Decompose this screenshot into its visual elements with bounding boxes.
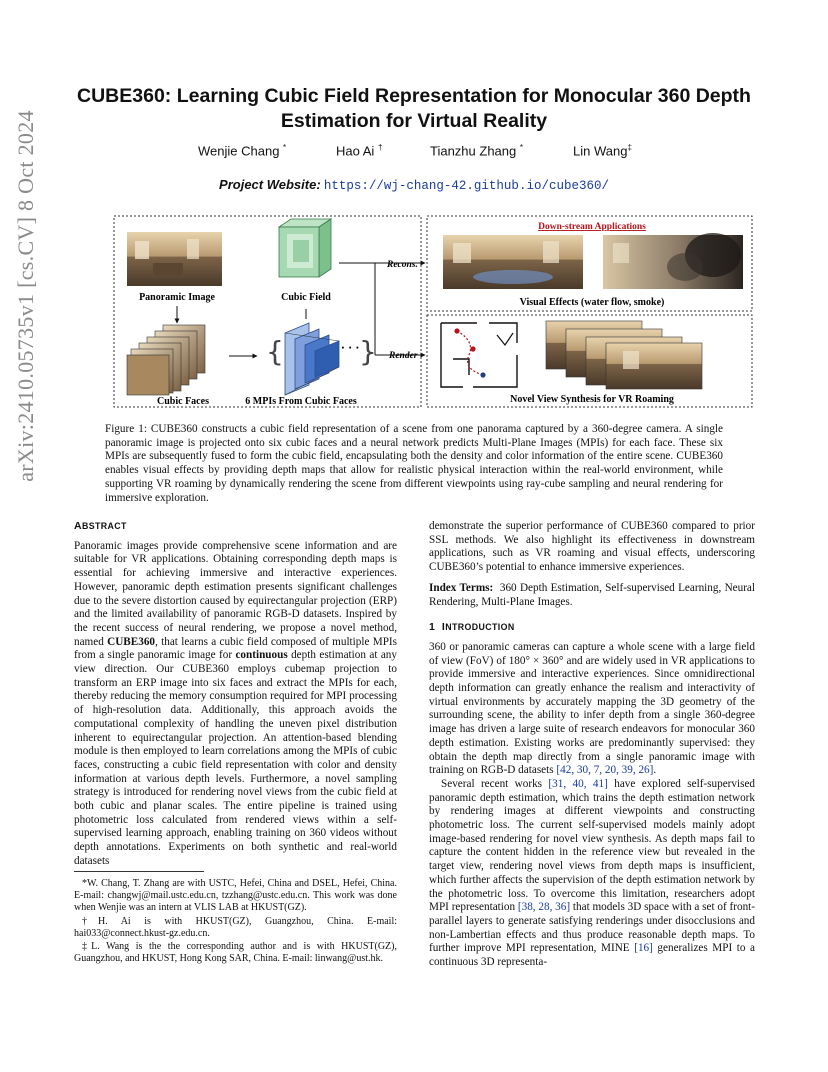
- panoramic-image-label: Panoramic Image: [139, 292, 215, 303]
- project-website-line: [0, 177, 828, 193]
- mpi-ellipsis: · · ·: [341, 343, 360, 354]
- introduction-heading: 1 INTRODUCTION: [429, 621, 515, 634]
- footnotes: [74, 871, 397, 966]
- paper-title: CUBE360: Learning Cubic Field Representation for Monocular 360 Depth Estimation for Virtual Reality: [77, 85, 751, 132]
- author-chang: Wenjie Chang *: [198, 143, 287, 159]
- index-terms: Index Terms: 360 Depth Estimation, Self-supervised Learning, Neural Rendering, Multi-Plane Images.: [429, 581, 756, 608]
- intro-paragraph-2: Several recent works [31, 40, 41] have explored self-supervised panoramic depth estimation, which trains the depth estimation network by rendering images at different viewpoints and constructing photometric loss. The current self-supervised models mainly adopt image-based rendering for novel view synthesis. As depth maps fail to capture the content hidden in the reference view but revealed in the target view, rendering novel views from depth maps is insufficient, which further affects the supervision of the depth estimation network by the photometric loss. To overcome this limitation, researchers adopt MPI representation [38, 28, 36] that models 3D space with a set of front-parallel layers to generate satisfying renderings under disocclusions and non-Lambertian effects and thus produce reasonable depth maps. To further improve MPI representation, MINE [16] generalizes MPI to a continuous 3D representa-: [429, 777, 756, 969]
- author-list: [0, 143, 828, 163]
- abstract-heading: ABSTRACT: [74, 520, 127, 532]
- panoramic-image-thumbnail: [127, 232, 222, 286]
- project-website-link[interactable]: https://wj-chang-42.github.io/cube360/: [323, 179, 609, 193]
- mpis-label: 6 MPIs From Cubic Faces: [245, 396, 357, 407]
- footnote-rule: [74, 871, 204, 872]
- water-flow-effect-image: [443, 235, 583, 289]
- right-column: [429, 520, 755, 970]
- visual-effects-label: Visual Effects (water flow, smoke): [519, 297, 665, 308]
- cubic-field-label: Cubic Field: [281, 292, 331, 303]
- footnote-chang-zhang: *W. Chang, T. Zhang are with USTC, Hefei, China and DSEL, Hefei, China. E-mail: changwj@mail.ustc.edu.cn, tzzhang@ustc.edu.cn. This work was done when Wenjie was an intern at VLIS LAB at HKUST(GZ).: [74, 878, 397, 914]
- author-wang: Lin Wang‡: [573, 143, 632, 159]
- author-ai: Hao Ai †: [336, 143, 383, 159]
- author-zhang: Tianzhu Zhang *: [430, 143, 523, 159]
- cubic-faces-label: Cubic Faces: [157, 396, 209, 407]
- abstract-continuation: demonstrate the superior performance of CUBE360 compared to prior SSL methods. We also highlight its effectiveness in downstream applications, such as VR roaming and visual effects, underscoring CUBE360’s potential to enhance immersive experiences.: [429, 520, 755, 574]
- cubic-field-cube: [279, 219, 331, 277]
- svg-text:{: {: [266, 335, 284, 368]
- arxiv-identifier-stamp: arXiv:2410.05735v1 [cs.CV] 8 Oct 2024: [13, 110, 38, 482]
- footnote-ai: †H. Ai is with HKUST(GZ), Guangzhou, China. E-mail: hai033@connect.hkust-gz.edu.cn.: [74, 915, 397, 939]
- vr-roaming-floorplan: [441, 323, 517, 387]
- project-website-label: Project Website:: [219, 177, 321, 192]
- svg-text:}: }: [359, 335, 377, 368]
- teaser-figure: [113, 215, 753, 412]
- novel-view-images-stack: [546, 321, 702, 389]
- render-label: Render: [389, 351, 418, 361]
- downstream-applications-title: Down-stream Applications: [538, 222, 646, 232]
- mpi-planes: [266, 323, 377, 395]
- left-column: [74, 520, 397, 869]
- intro-paragraph-1: 360 or panoramic cameras can capture a whole scene with a large field of view (FoV) of 180° × 360° and are widely used in VR applications to provide immersive and interactive experiences. Since omnidirectional depth information can greatly enhance the realism and interactivity of virtual environments by accurately mapping the 3D geometry of the surrounding scene, the ability to infer depth from a single 360-degree image has driven a large suite of research endeavors for monocular 360 depth estimation. Existing works are predominantly supervised: they obtain the depth map directly from a single panoramic image with training on RGB-D datasets [42, 30, 7, 20, 39, 26].: [429, 640, 755, 777]
- smoke-effect-image: [603, 233, 743, 289]
- cubic-faces-stack: [127, 325, 205, 395]
- footnote-wang: ‡L. Wang is the the corresponding author and is with HKUST(GZ), Guangzhou, and HKUST, Hong Kong SAR, China. E-mail: linwang@ust.hk.: [74, 941, 397, 965]
- figure-caption: Figure 1: CUBE360 constructs a cubic field representation of a scene from one panorama captured by a 360-degree camera. A single panoramic image is projected onto six cubic faces and a neural network predicts Multi-Plane Images (MPIs) for each face. These six MPIs are subsequently fused to form the cubic field, encapsulating both the density and color information of the entire scene. CUBE360 enables visual effects by providing depth maps that allow for realistic physical interaction within the real-world environment, while supporting VR roaming by dynamically rendering the scene from different viewpoints using ray-cube sampling and neural rendering for immersive exploration.: [105, 423, 723, 504]
- abstract-text: Panoramic images provide comprehensive scene information and are suitable for VR applications. Obtaining corresponding depth maps is essential for achieving immersive and interactive experiences. However, panoramic depth estimation presents significant challenges due to the severe distortion caused by equirectangular projection (ERP) and the limited availability of panoramic RGB-D datasets. Inspired by the recent success of neural rendering, we propose a novel method, named CUBE360, that learns a cubic field composed of multiple MPIs from a single panoramic image for continuous depth estimation at any view direction. Our CUBE360 employs cubemap projection to transform an ERP image into six faces and extract the MPIs for each, thereby reducing the memory consumption required for MPI processing of high-resolution data. Additionally, this approach avoids the computational complexity of handling the uneven pixel distribution inherent to equirectangular projection. An attention-based blending module is then employed to learn correlations among the MPIs of cubic faces, constructing a cubic field representation with color and density information at various depth levels. Furthermore, a novel sampling strategy is introduced for rendering novel views from the cubic field at both cubic and planar scales. The entire pipeline is trained using photometric loss calculated from rendered views within a self-supervised learning approach, enabling training on 360 videos without depth annotations. Experiments on both synthetic and real-world datasets: [74, 539, 397, 867]
- recons-label: Recons.: [387, 260, 418, 270]
- novel-view-label: Novel View Synthesis for VR Roaming: [510, 394, 674, 405]
